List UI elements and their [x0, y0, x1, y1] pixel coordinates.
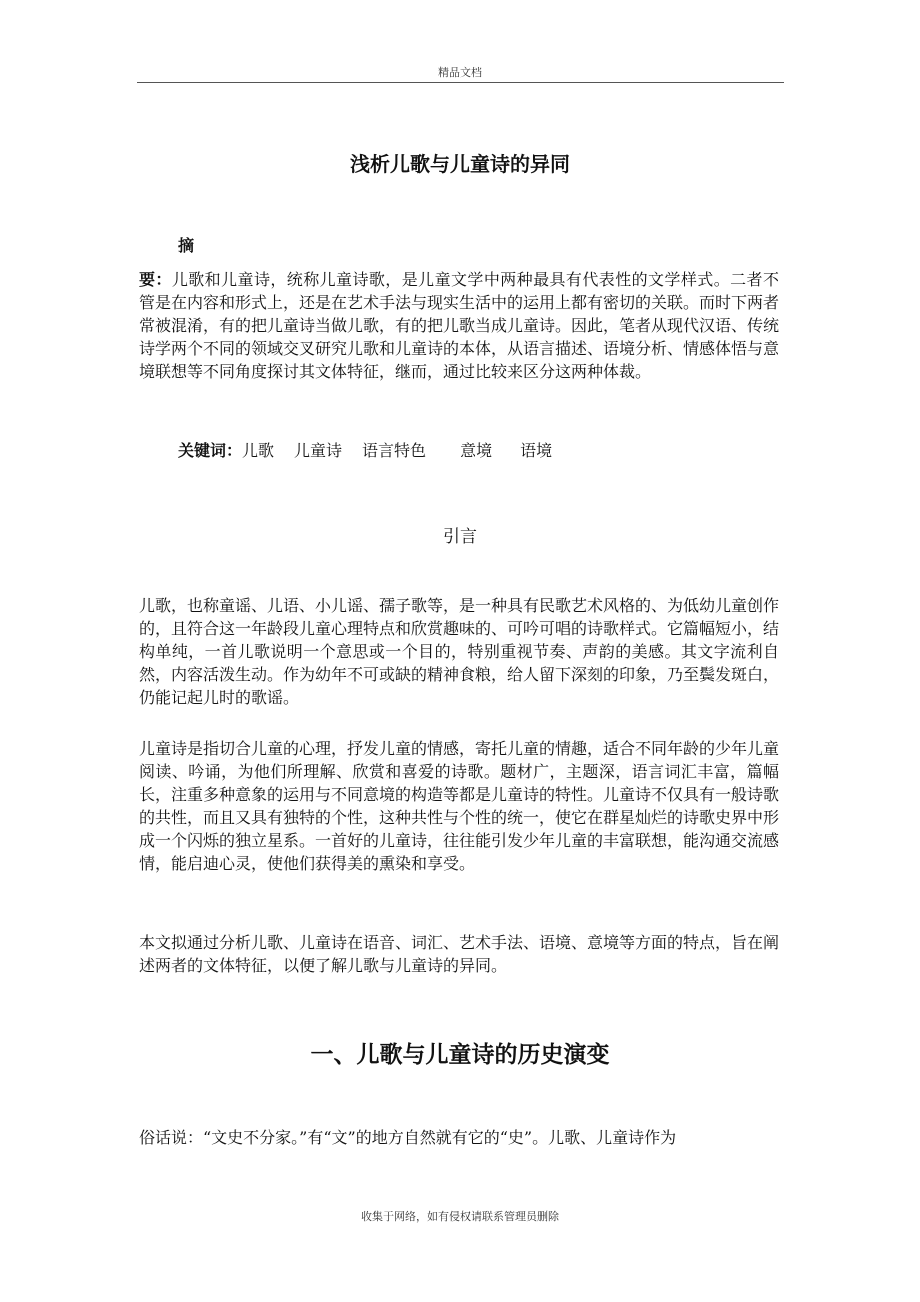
keyword-item: 意境 — [460, 441, 493, 460]
intro-paragraph: 本文拟通过分析儿歌、儿童诗在语音、词汇、艺术手法、语境、意境等方面的特点，旨在阐述两者的文体特征，以便了解儿歌与儿童诗的异同。 — [139, 933, 780, 975]
keyword-item: 语言特色 — [362, 441, 427, 460]
section-paragraph: 俗话说：“文史不分家。”有“文”的地方自然就有它的“史”。儿歌、儿童诗作为 — [139, 1128, 677, 1147]
intro-paragraph: 儿歌，也称童谣、儿语、小儿谣、孺子歌等，是一种具有民歌艺术风格的、为低幼儿童创作的，且符合这一年龄段儿童心理特点和欣赏趣味的、可吟可唱的诗歌样式。它篇幅短小，结构单纯，一首儿歌说明一个意思或一个目的，特别重视节奏、声韵的美感。其文字流利自然，内容活泼生动。作为幼年不可或缺的精神食粮，给人留下深刻的印象，乃至鬓发斑白，仍能记起儿时的歌谣。 — [139, 596, 780, 707]
section-heading: 一、儿歌与儿童诗的历史演变 — [310, 1042, 610, 1068]
keywords-label: 关键词： — [178, 441, 243, 460]
abstract-heading: 摘 — [178, 236, 195, 255]
keyword-item: 儿童诗 — [294, 441, 343, 460]
abstract-paragraph — [139, 268, 779, 383]
intro-heading: 引言 — [443, 527, 477, 547]
keyword-item: 语境 — [520, 441, 553, 460]
page-header: 精品文档 — [438, 66, 482, 79]
keywords-line — [178, 438, 552, 461]
page-footer: 收集于网络，如有侵权请联系管理员删除 — [361, 1210, 559, 1223]
intro-paragraph: 儿童诗是指切合儿童的心理，抒发儿童的情感，寄托儿童的情趣，适合不同年龄的少年儿童阅读、吟诵，为他们所理解、欣赏和喜爱的诗歌。题材广，主题深，语言词汇丰富，篇幅长，注重多种意象的运用与不同意境的构造等都是儿童诗的特性。儿童诗不仅具有一般诗歌的共性，而且又具有独特的个性，这种共性与个性的统一，使它在群星灿烂的诗歌史界中形成一个闪烁的独立星系。一首好的儿童诗，往往能引发少年儿童的丰富联想，能沟通交流感情，能启迪心灵，使他们获得美的熏染和享受。 — [139, 739, 780, 873]
keyword-item: 儿歌 — [242, 441, 275, 460]
header-divider — [137, 82, 784, 83]
document-title: 浅析儿歌与儿童诗的异同 — [350, 152, 570, 176]
abstract-label: 要： — [139, 270, 172, 289]
abstract-text: 儿歌和儿童诗，统称儿童诗歌，是儿童文学中两种最具有代表性的文学样式。二者不管是在内容和形式上，还是在艺术手法与现实生活中的运用上都有密切的关联。而时下两者常被混淆，有的把儿童诗当做儿歌，有的把儿歌当成儿童诗。因此，笔者从现代汉语、传统诗学两个不同的领域交叉研究儿歌和儿童诗的本体，从语言描述、语境分析、情感体悟与意境联想等不同角度探讨其文体特征，继而，通过比较来区分这两种体裁。 — [139, 270, 780, 381]
